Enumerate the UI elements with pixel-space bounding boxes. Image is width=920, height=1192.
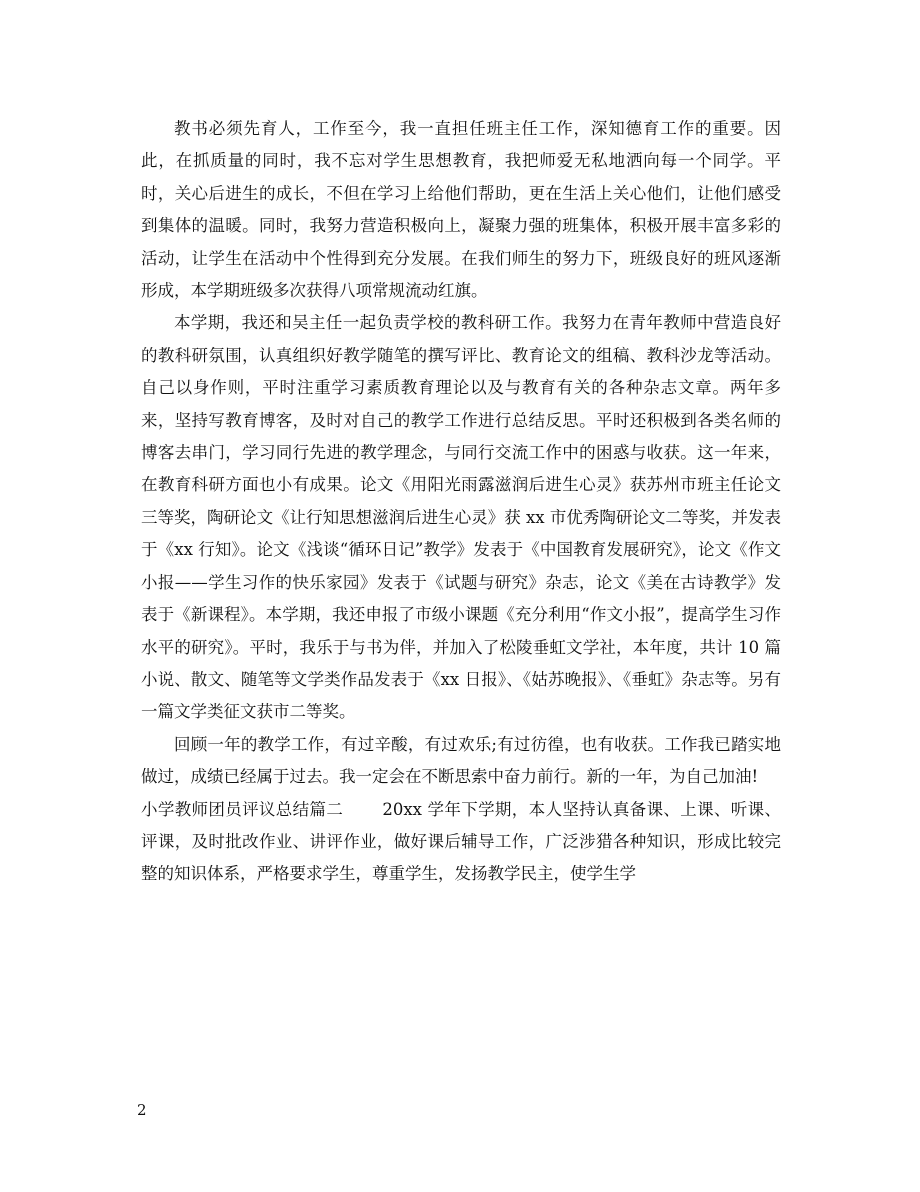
- paragraph-moral-education: 教书必须先育人，工作至今，我一直担任班主任工作，深知德育工作的重要。因此，在抓质量的同时，我不忘对学生思想教育，我把师爱无私地洒向每一个同学。平时，关心后进生的成长，不但在学习上给他们帮助，更在生活上关心他们，让他们感受到集体的温暖。同时，我努力营造积极向上，凝聚力强的班集体，积极开展丰富多彩的活动，让学生在活动中个性得到充分发展。在我们师生的努力下，班级良好的班风逐渐形成，本学期班级多次获得八项常规流动红旗。: [141, 119, 781, 301]
- paragraph-review: 回顾一年的教学工作，有过辛酸，有过欢乐;有过彷徨，也有收获。工作我已踏实地做过，成绩已经属于过去。我一定会在不断思索中奋力前行。新的一年，为自己加油!: [141, 734, 781, 787]
- section-heading: 小学教师团员评议总结篇二: [141, 799, 344, 819]
- heading-gap: [343, 800, 382, 819]
- paragraph-research-work: 本学期，我还和吴主任一起负责学校的教科研工作。我努力在青年教师中营造良好的教科研氛围，认真组织好教学随笔的撰写评比、教育论文的组稿、教科沙龙等活动。自己以身作则，平时注重学习素质教育理论以及与教育有关的各种杂志文章。两年多来，坚持写教育博客，及时对自己的教学工作进行总结反思。平时还积极到各类名师的博客去串门，学习同行先进的教学理念，与同行交流工作中的困惑与收获。这一年来，在教育科研方面也小有成果。论文《用阳光雨露滋润后进生心灵》获苏州市班主任论文三等奖，陶研论文《让行知思想滋润后进生心灵》获 xx 市优秀陶研论文二等奖，并发表于《xx 行知》。论文《浅谈“循环日记”教学》发表于《中国教育发展研究》，论文《作文小报——学生习作的快乐家园》发表于《试题与研究》杂志，论文《美在古诗教学》发表于《新课程》。本学期，我还申报了市级小课题《充分利用“作文小报”，提高学生习作水平的研究》。平时，我乐于与书为伴，并加入了松陵垂虹文学社，本年度，共计 10 篇小说、散文、随笔等文学类作品发表于《xx 日报》、《姑苏晚报》、《垂虹》杂志等。另有一篇文学类征文获市二等奖。: [141, 313, 781, 722]
- page-number: 2: [137, 1101, 147, 1119]
- body-text: [141, 113, 781, 891]
- section-text: 20xx 学年下学期，本人坚持认真备课、上课、听课、评课，及时批改作业、讲评作业，做好课后辅导工作，广泛涉猎各种知识，形成比较完整的知识体系，严格要求学生，尊重学生，发扬教学民主，使学生学: [141, 799, 782, 884]
- section-two-paragraph: [141, 794, 781, 891]
